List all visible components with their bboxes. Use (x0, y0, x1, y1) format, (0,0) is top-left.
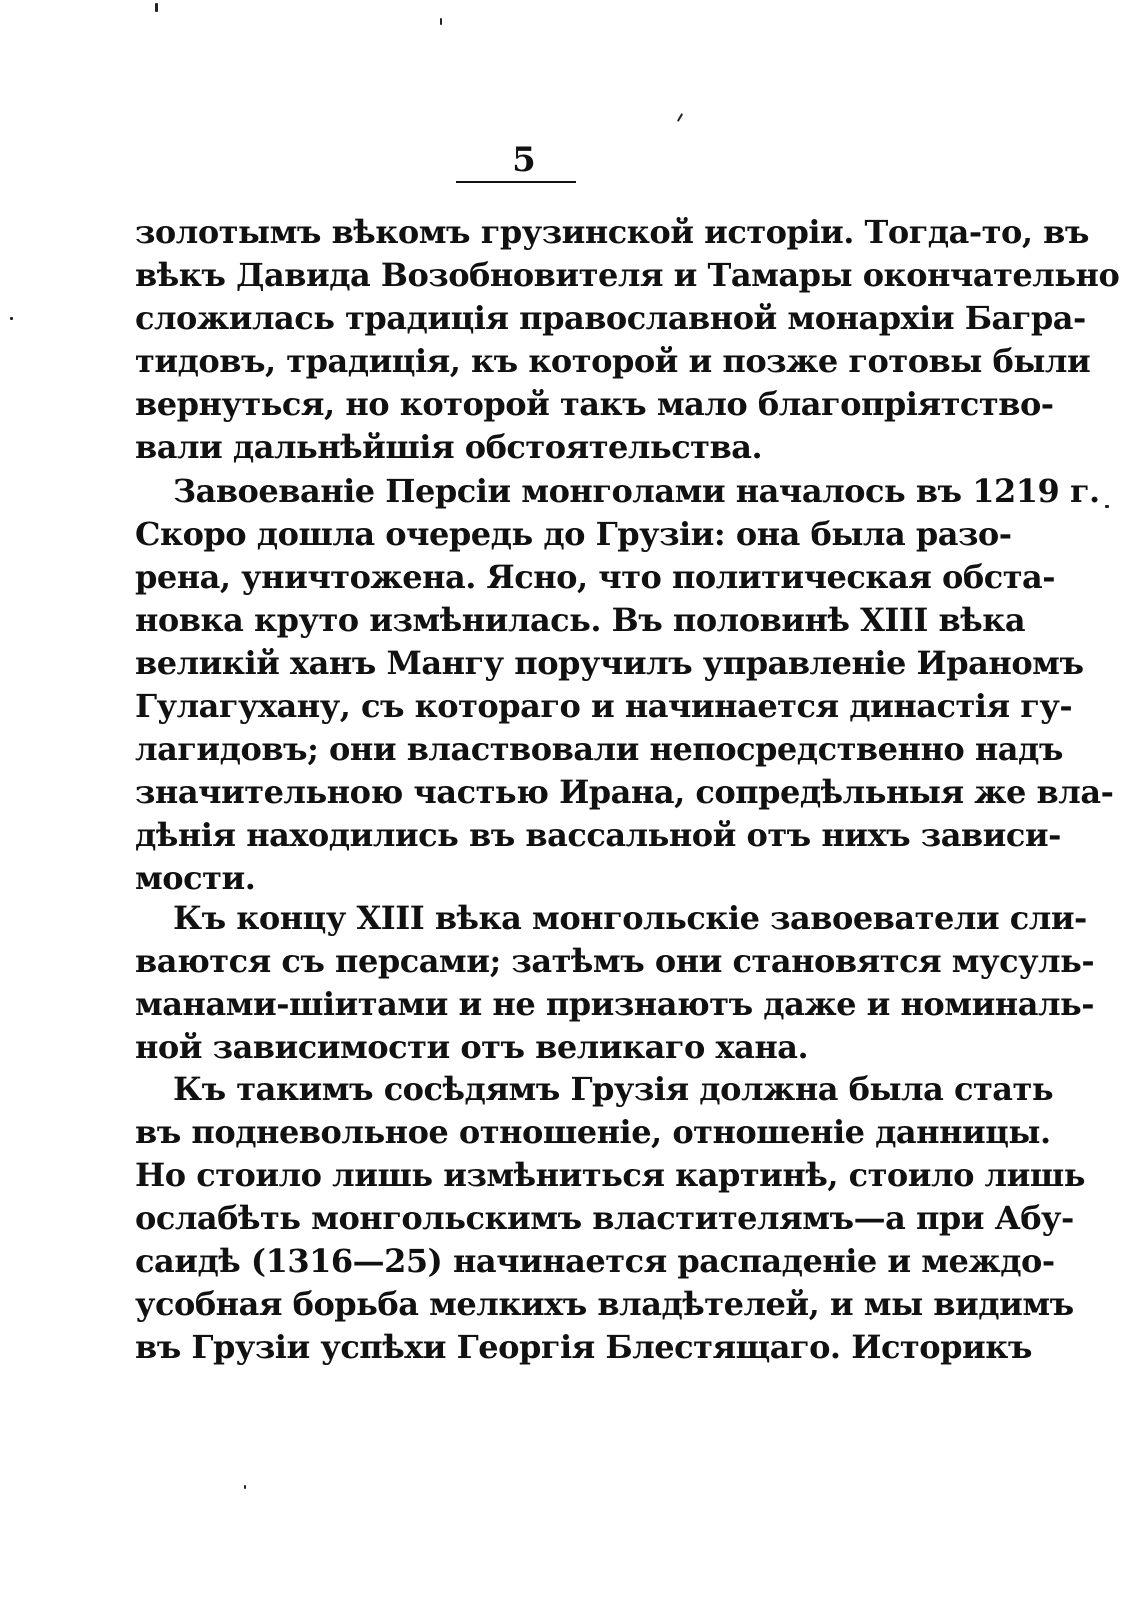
paragraph-1 (135, 211, 1120, 469)
scan-speck (155, 3, 158, 12)
text-line: вали дальнѣйшія обстоятельства. (135, 428, 763, 466)
text-line: великій ханъ Мангу поручилъ управленіе Ираномъ (135, 644, 1084, 682)
scan-speck (10, 317, 13, 320)
text-line: Скоро дошла очередь до Грузіи: она была разо- (135, 515, 1012, 553)
text-line: манами-шіитами и не признаютъ даже и номиналь- (135, 985, 1095, 1023)
scan-speck (677, 113, 683, 122)
paragraph-3 (135, 897, 1095, 1069)
text-line: саидѣ (1316—25) начинается распаденіе и междо- (135, 1242, 1055, 1280)
text-line: Къ концу XIII вѣка монгольскіе завоеватели сли- (173, 899, 1087, 937)
text-line: Завоеваніе Персіи монголами началось въ 1219 г. (173, 472, 1100, 510)
paragraph-2 (135, 470, 1114, 900)
text-line: мости. (135, 859, 256, 897)
header-rule (456, 181, 576, 183)
text-line: сложилась традиція православной монархіи Багра- (135, 299, 1086, 337)
text-line: ослабѣть монгольскимъ властителямъ—а при Абу- (135, 1199, 1074, 1237)
scan-speck (1105, 505, 1109, 508)
text-line: вѣкъ Давида Возобновителя и Тамары окончательно (135, 256, 1120, 294)
text-line: въ Грузіи успѣхи Георгія Блестящаго. Историкъ (135, 1328, 1032, 1366)
text-line: новка круто измѣнилась. Въ половинѣ XIII вѣка (135, 601, 1026, 639)
text-line: рена, уничтожена. Ясно, что политическая обста- (135, 558, 1056, 596)
page-number: 5 (512, 140, 536, 180)
text-line: дѣнія находились въ вассальной отъ нихъ зависи- (135, 816, 1061, 854)
text-line: тидовъ, традиція, къ которой и позже готовы были (135, 342, 1091, 380)
paragraph-4 (135, 1068, 1085, 1369)
text-line: въ подневольное отношеніе, отношеніе данницы. (135, 1113, 1051, 1151)
text-line: ной зависимости отъ великаго хана. (135, 1028, 809, 1066)
text-line: лагидовъ; они властвовали непосредственно надъ (135, 730, 1063, 768)
text-line: вернуться, но которой такъ мало благопріятство- (135, 385, 1054, 423)
text-line: Гулагухану, съ котораго и начинается династія гу- (135, 687, 1073, 725)
text-line: Но стоило лишь измѣниться картинѣ, стоило лишь (135, 1156, 1085, 1194)
text-line: Къ такимъ сосѣдямъ Грузія должна была стать (173, 1070, 1054, 1108)
text-line: ваются съ персами; затѣмъ они становятся мусуль- (135, 942, 1095, 980)
text-line: усобная борьба мелкихъ владѣтелей, и мы видимъ (135, 1285, 1074, 1323)
text-line: значительною частью Ирана, сопредѣльныя же вла- (135, 773, 1114, 811)
scan-speck (440, 18, 442, 25)
scan-speck (244, 1485, 246, 1489)
text-line: золотымъ вѣкомъ грузинской исторіи. Тогда-то, въ (135, 213, 1089, 251)
